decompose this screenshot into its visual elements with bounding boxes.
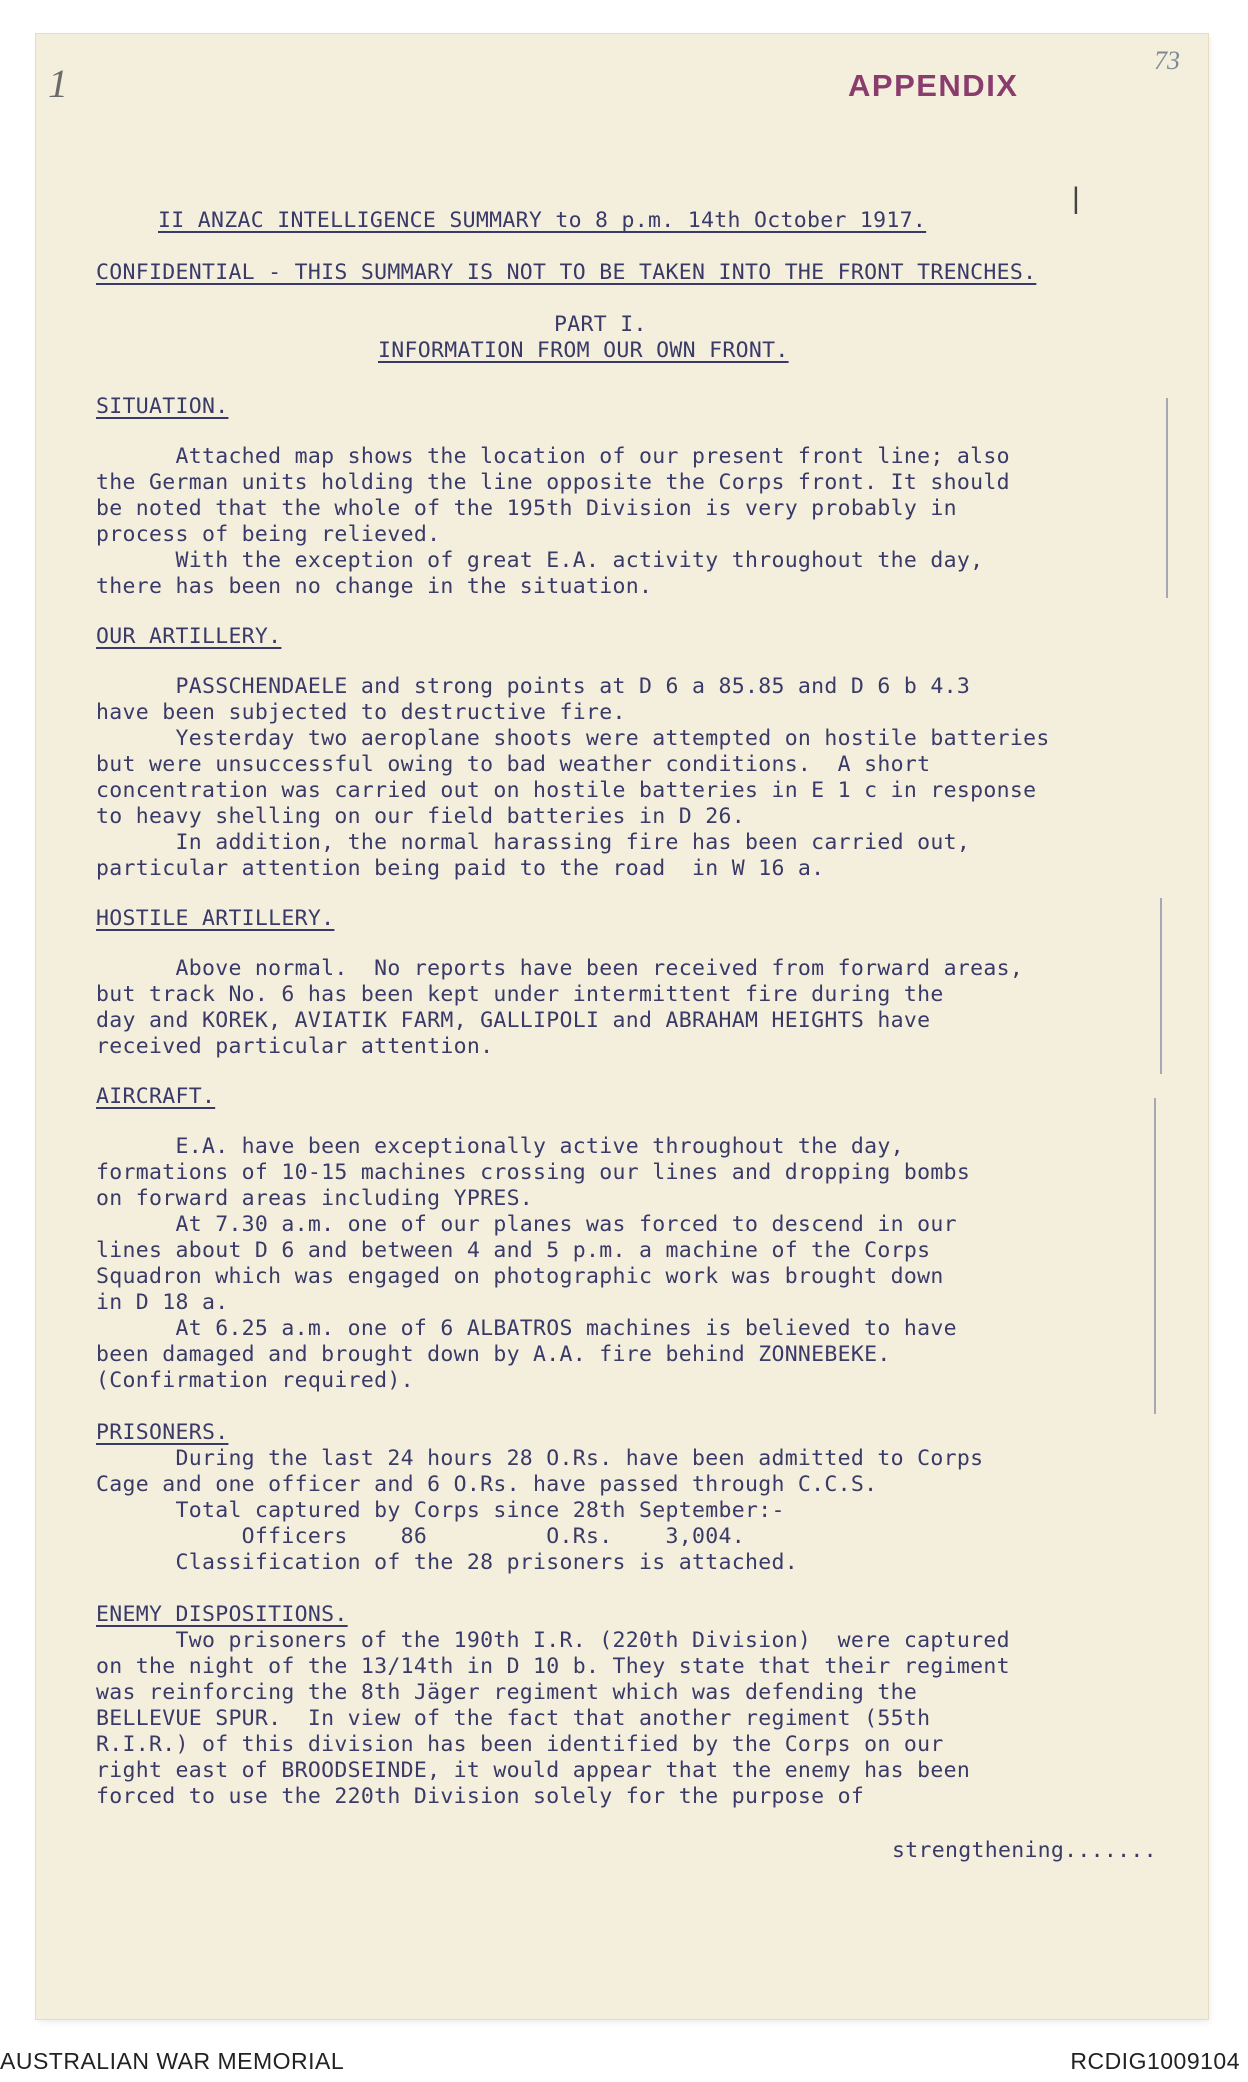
enemy-dispositions-line: right east of BROODSEINDE, it would appear that the enemy has been (96, 1758, 971, 1783)
enemy-dispositions-line: was reinforcing the 8th Jäger regiment which was defending the (96, 1680, 918, 1705)
appendix-stamp: APPENDIX (848, 68, 1019, 103)
margin-line (1154, 1098, 1156, 1414)
aircraft-line: been damaged and brought down by A.A. fire behind ZONNEBEKE. (96, 1342, 891, 1367)
footer-identifier: RCDIG1009104 (1070, 2048, 1240, 2074)
our-artillery-line: but were unsuccessful owing to bad weather conditions. A short (96, 752, 931, 777)
situation-line: With the exception of great E.A. activity throughout the day, (96, 548, 984, 573)
part-number: PART I. (554, 312, 647, 337)
situation-line: the German units holding the line opposite the Corps front. It should (96, 470, 1010, 495)
our-artillery-line: In addition, the normal harassing fire has been carried out, (96, 830, 971, 855)
hostile-artillery-line: Above normal. No reports have been received from forward areas, (96, 956, 1024, 981)
hostile-artillery-heading: HOSTILE ARTILLERY. (96, 906, 335, 931)
aircraft-heading: AIRCRAFT. (96, 1084, 216, 1109)
pencil-mark: 1 (48, 61, 68, 106)
hostile-artillery-line: received particular attention. (96, 1034, 494, 1059)
prisoners-tally-line: Officers 86 O.Rs. 3,004. (96, 1524, 745, 1549)
prisoners-line: Cage and one officer and 6 O.Rs. have passed through C.C.S. (96, 1472, 878, 1497)
prisoners-line: During the last 24 hours 28 O.Rs. have been admitted to Corps (96, 1446, 984, 1471)
hostile-artillery-line: day and KOREK, AVIATIK FARM, GALLIPOLI and ABRAHAM HEIGHTS have (96, 1008, 931, 1033)
aircraft-line: (Confirmation required). (96, 1368, 414, 1393)
enemy-dispositions-line: forced to use the 220th Division solely for the purpose of (96, 1784, 865, 1809)
summary-title: II ANZAC INTELLIGENCE SUMMARY to 8 p.m. 14th October 1917. (158, 208, 927, 233)
our-artillery-line: PASSCHENDAELE and strong points at D 6 a 85.85 and D 6 b 4.3 (96, 674, 971, 699)
footer-source: AUSTRALIAN WAR MEMORIAL (0, 2048, 345, 2074)
document-page (36, 34, 1208, 2019)
margin-line (1166, 398, 1168, 598)
aircraft-line: At 6.25 a.m. one of 6 ALBATROS machines is believed to have (96, 1316, 957, 1341)
enemy-dispositions-heading: ENEMY DISPOSITIONS. (96, 1602, 348, 1627)
hostile-artillery-line: but track No. 6 has been kept under intermittent fire during the (96, 982, 944, 1007)
enemy-dispositions-line: BELLEVUE SPUR. In view of the fact that another regiment (55th (96, 1706, 931, 1731)
aircraft-line: E.A. have been exceptionally active throughout the day, (96, 1134, 904, 1159)
prisoners-line: Classification of the 28 prisoners is attached. (96, 1550, 798, 1575)
situation-line: be noted that the whole of the 195th Division is very probably in (96, 496, 957, 521)
our-artillery-line: concentration was carried out on hostile batteries in E 1 c in response (96, 778, 1037, 803)
confidential-notice: CONFIDENTIAL - THIS SUMMARY IS NOT TO BE TAKEN INTO THE FRONT TRENCHES. (96, 260, 1037, 285)
pen-tick-mark: | (1072, 182, 1080, 215)
margin-line (1160, 898, 1162, 1074)
situation-line: there has been no change in the situation. (96, 574, 653, 599)
our-artillery-line: have been subjected to destructive fire. (96, 700, 626, 725)
aircraft-line: Squadron which was engaged on photographic work was brought down (96, 1264, 944, 1289)
our-artillery-line: particular attention being paid to the road in W 16 a. (96, 856, 825, 881)
aircraft-line: in D 18 a. (96, 1290, 229, 1315)
situation-line: Attached map shows the location of our present front line; also (96, 444, 1010, 469)
folio-number: 73 (1154, 46, 1180, 75)
our-artillery-heading: OUR ARTILLERY. (96, 624, 282, 649)
aircraft-line: lines about D 6 and between 4 and 5 p.m. a machine of the Corps (96, 1238, 931, 1263)
situation-line: process of being relieved. (96, 522, 441, 547)
enemy-dispositions-line: R.I.R.) of this division has been identified by the Corps on our (96, 1732, 944, 1757)
prisoners-heading: PRISONERS. (96, 1420, 229, 1445)
aircraft-line: At 7.30 a.m. one of our planes was forced to descend in our (96, 1212, 957, 1237)
our-artillery-line: to heavy shelling on our field batteries in D 26. (96, 804, 745, 829)
enemy-dispositions-line: Two prisoners of the 190th I.R. (220th Division) were captured (96, 1628, 1010, 1653)
enemy-dispositions-line: on the night of the 13/14th in D 10 b. They state that their regiment (96, 1654, 1010, 1679)
situation-heading: SITUATION. (96, 394, 229, 419)
continuation-catchword: strengthening....... (892, 1838, 1157, 1863)
part-heading: INFORMATION FROM OUR OWN FRONT. (378, 338, 789, 363)
prisoners-line: Total captured by Corps since 28th September:- (96, 1498, 785, 1523)
aircraft-line: on forward areas including YPRES. (96, 1186, 534, 1211)
aircraft-line: formations of 10-15 machines crossing our lines and dropping bombs (96, 1160, 971, 1185)
our-artillery-line: Yesterday two aeroplane shoots were attempted on hostile batteries (96, 726, 1050, 751)
